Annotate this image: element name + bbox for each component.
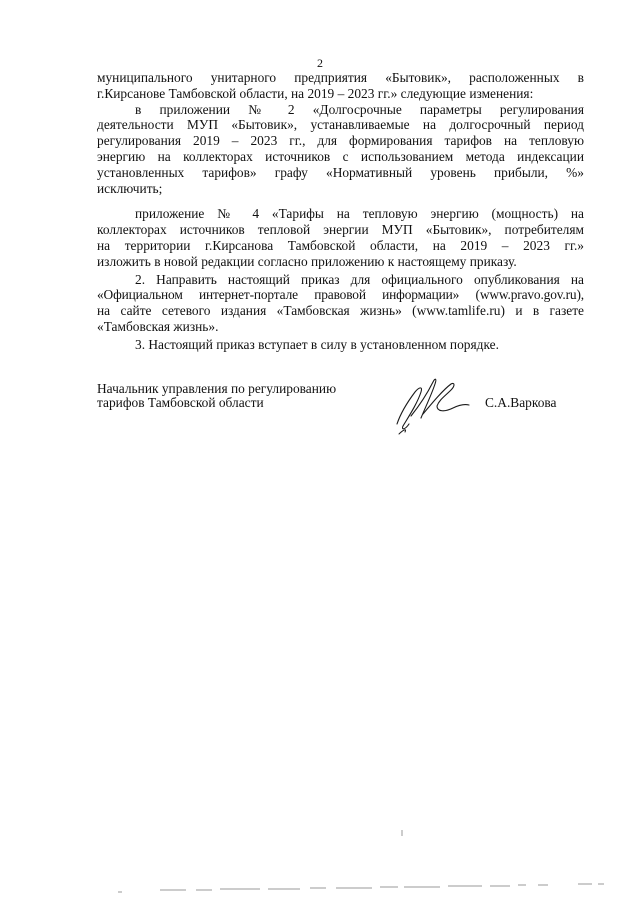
signer-position-line: тарифов Тамбовской области xyxy=(97,395,264,410)
text-line: деятельности МУП «Бытовик», устанавливаемые на долгосрочный период xyxy=(97,117,584,133)
text-line: на сайте сетевого издания «Тамбовская жизнь» (www.tamlife.ru) и в газете xyxy=(97,303,584,319)
text-line: изложить в новой редакции согласно приложению к настоящему приказу. xyxy=(97,253,517,269)
signer-name: С.А.Варкова xyxy=(485,395,557,410)
page-number: 2 xyxy=(317,56,323,70)
text-line: регулирования 2019 – 2023 гг., для формирования тарифов на тепловую xyxy=(97,133,584,149)
text-line: в приложении № 2 «Долгосрочные параметры регулирования xyxy=(135,101,584,117)
text-line: исключить; xyxy=(97,180,163,196)
text-line: коллекторах источников тепловой энергии МУП «Бытовик», потребителям xyxy=(97,222,584,238)
text-line: энергию на коллекторах источников с использованием метода индексации xyxy=(97,148,584,164)
text-line: приложение № 4 «Тарифы на тепловую энергию (мощность) на xyxy=(135,206,584,222)
text-line: установленных тарифов» графу «Нормативный уровень прибыли, %» xyxy=(97,164,584,180)
text-line: «Тамбовская жизнь». xyxy=(97,318,219,334)
text-line: г.Кирсанове Тамбовской области, на 2019 – 2023 гг.» следующие изменения: xyxy=(97,85,534,101)
text-line: 2. Направить настоящий приказ для официального опубликования на xyxy=(135,271,584,287)
signer-position-line: Начальник управления по регулированию xyxy=(97,381,337,396)
text-line: муниципального унитарного предприятия «Бытовик», расположенных в xyxy=(97,70,584,85)
text-line: «Официальном интернет-портале правовой информации» (www.pravo.gov.ru), xyxy=(97,287,584,303)
text-line: на территории г.Кирсанова Тамбовской области, на 2019 – 2023 гг.» xyxy=(97,237,584,253)
text-line: 3. Настоящий приказ вступает в силу в установленном порядке. xyxy=(135,336,499,352)
